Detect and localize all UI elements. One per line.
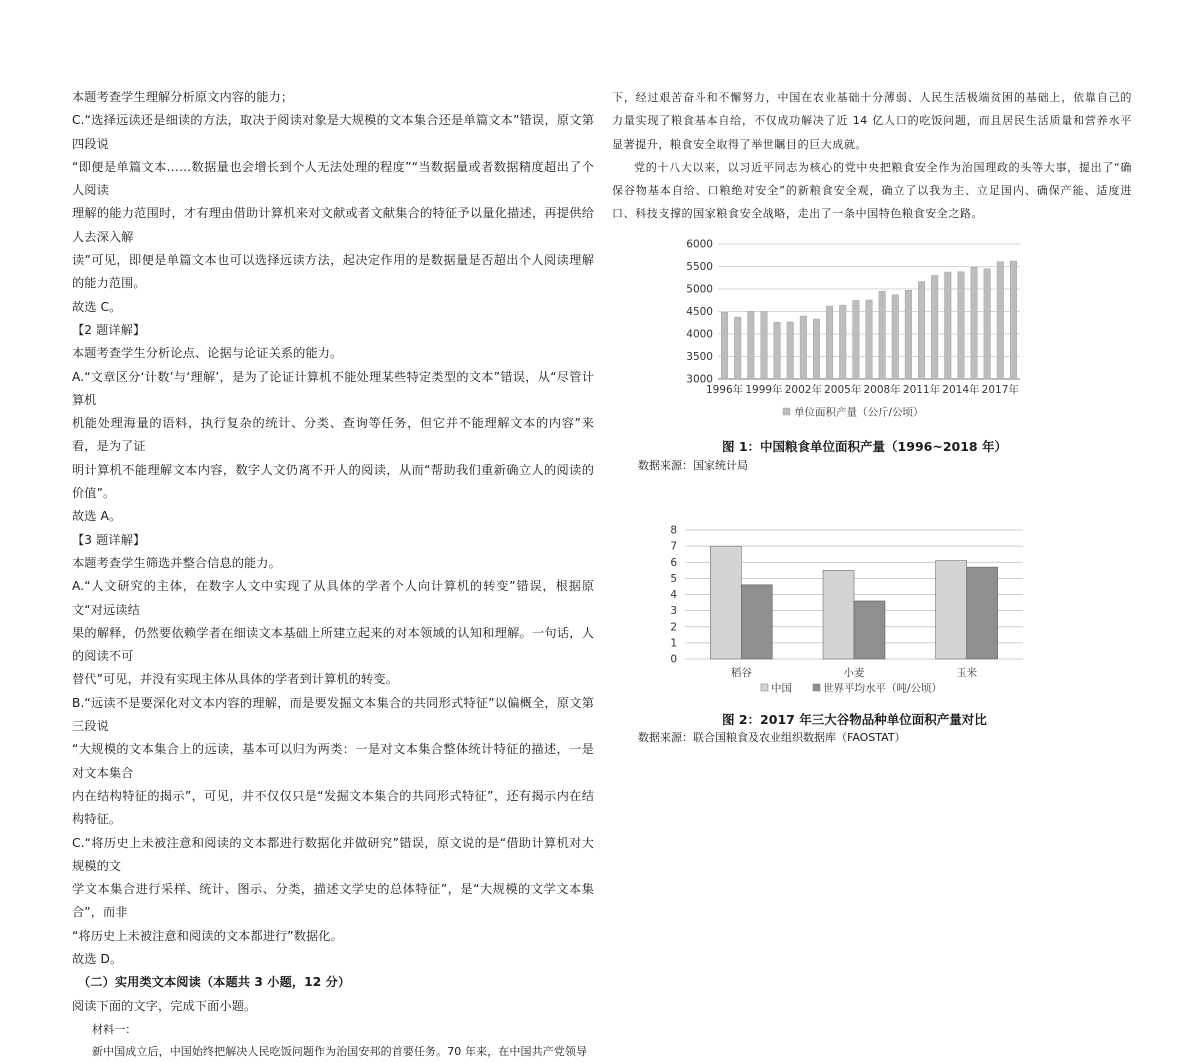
left-column — [72, 86, 594, 1063]
chart-1-source: 数据来源：国家统计局 — [638, 459, 748, 472]
text-line: 本题考查学生筛选并整合信息的能力。 — [72, 555, 281, 570]
bar — [826, 306, 833, 379]
x-tick-label: 2011年 — [902, 384, 941, 396]
y-tick-label: 4500 — [686, 306, 713, 318]
chart-1-title: 图 1：中国粮食单位面积产量（1996~2018 年） — [722, 439, 1007, 454]
bar — [958, 272, 965, 379]
x-tick-label: 1999年 — [745, 384, 783, 396]
text-line: 机能处理海量的语料，执行复杂的统计、分类、查询等任务，但它并不能理解文本的内容”来看，是为了证 — [72, 416, 594, 454]
legend-label: 单位面积产量（公斤/公顷） — [794, 406, 924, 419]
bar — [853, 300, 860, 379]
y-tick-label: 4 — [670, 589, 677, 601]
material-line: 新中国成立后，中国始终把解决人民吃饭问题作为治国安邦的首要任务。70 年来，在中国共产党领导 — [92, 1045, 588, 1059]
bar — [787, 322, 794, 379]
text-line: 故选 D。 — [72, 951, 123, 966]
material-paragraph: 下，经过艰苦奋斗和不懈努力，中国在农业基础十分薄弱、人民生活极端贫困的基础上，依靠自己的力量实现了粮食基本自给，不仅成功解决了近 14 亿人口的吃饭问题，而且居民生活质量和营养水平显著提升，粮食安全取得了举世瞩目的巨大成就。 — [612, 91, 1132, 151]
x-tick-label: 小麦 — [843, 667, 865, 679]
bar — [854, 601, 885, 659]
legend-swatch — [783, 408, 790, 415]
bar — [710, 546, 741, 659]
text-line: 内在结构特征的揭示”，可见，并不仅仅只是“发掘文本集合的共同形式特征”，还有揭示内在结构特征。 — [72, 788, 594, 827]
bar — [1010, 261, 1017, 379]
instruction-line: 阅读下面的文字，完成下面小题。 — [72, 998, 257, 1013]
y-tick-label: 3 — [670, 605, 677, 618]
bar — [866, 300, 873, 379]
text-line: 本题考查学生分析论点、论据与论证关系的能力。 — [72, 346, 343, 361]
bar — [721, 312, 728, 379]
text-line: 故选 C。 — [72, 299, 122, 314]
bar — [905, 290, 912, 379]
legend-label: 世界平均水平（吨/公顷） — [823, 682, 943, 695]
legend-label: 中国 — [771, 682, 792, 695]
x-tick-label: 2005年 — [824, 384, 862, 396]
bar — [734, 317, 741, 379]
chart-2-source: 数据来源：联合国粮食及农业组织数据库（FAOSTAT） — [638, 731, 906, 744]
sub-heading: 【2 题详解】 — [72, 322, 146, 337]
text-line: C.“将历史上未被注意和阅读的文本都进行数据化并做研究”错误，原文说的是“借助计算机对大规模的文 — [72, 835, 594, 873]
bar — [839, 305, 846, 379]
bar — [800, 316, 807, 379]
text-line: “将历史上未被注意和阅读的文本都进行”数据化。 — [72, 928, 343, 943]
bar — [761, 312, 768, 379]
y-tick-label: 3000 — [686, 373, 713, 386]
x-tick-label: 1996年 — [705, 384, 744, 396]
bar — [984, 269, 991, 379]
bar — [967, 567, 998, 659]
chart-2-title: 图 2：2017 年三大谷物品种单位面积产量对比 — [722, 712, 987, 727]
x-tick-label: 玉米 — [956, 667, 978, 679]
y-tick-label: 7 — [670, 540, 677, 553]
text-line: A.“人文研究的主体，在数字人文中实现了从具体的学者个人向计算机的转变”错误，根据原文“对远读结 — [72, 579, 594, 617]
chart-2-grain-comparison-chart — [665, 522, 1035, 702]
bar — [931, 275, 938, 379]
bar — [741, 585, 772, 659]
text-line: 理解的能力范围时，才有理由借助计算机来对文献或者文献集合的特征予以量化描述，再提供给人去深入解 — [72, 206, 594, 244]
text-line: 本题考查学生理解分析原文内容的能力； — [72, 90, 294, 104]
y-tick-label: 5 — [670, 572, 677, 585]
text-line: 学文本集合进行采样、统计、图示、分类，描述文学史的总体特征”，是“大规模的文学文本集合”，而非 — [72, 882, 594, 920]
legend-swatch — [813, 684, 820, 691]
text-line: B.“远读不是要深化对文本内容的理解，而是要发掘文本集合的共同形式特征”以偏概全，原文第三段说 — [72, 695, 594, 734]
text-line: 读”可见，即便是单篇文本也可以选择远读方法，起决定作用的是数据量是否超出个人阅读理解的能力范围。 — [72, 253, 594, 291]
sub-heading: 【3 题详解】 — [72, 532, 146, 547]
text-line: C.“选择远读还是细读的方法，取决于阅读对象是大规模的文本集合还是单篇文本”错误，原文第四段说 — [72, 113, 594, 151]
text-line: A.“文章区分‘计数’与‘理解’，是为了论证计算机不能处理某些特定类型的文本”错误，从“尽管计算机 — [72, 369, 594, 407]
bar — [918, 282, 925, 379]
bar — [813, 319, 820, 379]
y-tick-label: 6000 — [686, 238, 713, 251]
x-tick-label: 2014年 — [942, 384, 980, 396]
chart-1-yield-bar-chart — [675, 236, 1035, 426]
bar — [892, 295, 899, 379]
chart-1-container — [675, 236, 1035, 426]
text-line: 果的解释，仍然要依赖学者在细读文本基础上所建立起来的对本领域的认知和理解。一句话，人的阅读不可 — [72, 625, 594, 664]
bar — [971, 267, 978, 379]
section-heading: （二）实用类文本阅读（本题共 3 小题，12 分） — [78, 975, 351, 990]
bar — [748, 311, 755, 379]
material-paragraph: 党的十八大以来，以习近平同志为核心的党中央把粮食安全作为治国理政的头等大事，提出了“确保谷物基本自给、口粮绝对安全”的新粮食安全观，确立了以我为主、立足国内、确保产能、适度进口、科技支撑的国家粮食安全战略，走出了一条中国特色粮食安全之路。 — [612, 160, 1132, 221]
bar — [997, 262, 1004, 379]
y-tick-label: 8 — [670, 524, 677, 537]
bar — [774, 322, 781, 379]
text-line: 故选 A。 — [72, 509, 122, 524]
right-column — [612, 86, 1132, 226]
text-line: 替代”可见，并没有实现主体从具体的学者到计算机的转变。 — [72, 672, 398, 687]
y-tick-label: 6 — [670, 556, 677, 569]
y-tick-label: 1 — [670, 637, 677, 650]
y-tick-label: 5000 — [686, 283, 713, 296]
text-line: “大规模的文本集合上的远读，基本可以归为两类：一是对文本集合整体统计特征的描述，一是对文本集合 — [72, 742, 594, 780]
y-tick-label: 5500 — [686, 261, 713, 273]
y-tick-label: 3500 — [686, 351, 713, 363]
x-tick-label: 稻谷 — [730, 667, 752, 679]
bar — [936, 561, 967, 659]
text-line: “即便是单篇文本……数据量也会增长到个人无法处理的程度”“当数据量或者数据精度超出了个人阅读 — [72, 159, 594, 198]
text-line: 明计算机不能理解文本内容，数字人文仍离不开人的阅读，从而“帮助我们重新确立人的阅读的价值”。 — [72, 462, 594, 501]
y-tick-label: 0 — [670, 653, 677, 666]
y-tick-label: 4000 — [686, 328, 713, 341]
x-tick-label: 2017年 — [981, 384, 1019, 396]
x-tick-label: 2008年 — [863, 384, 901, 396]
bar — [879, 291, 886, 379]
material-label: 材料一： — [92, 1022, 137, 1036]
bar — [823, 570, 854, 659]
chart-2-container — [665, 522, 1035, 702]
x-tick-label: 2002年 — [784, 384, 822, 396]
y-tick-label: 2 — [670, 621, 677, 634]
legend-swatch — [761, 684, 768, 691]
bar — [945, 272, 952, 379]
